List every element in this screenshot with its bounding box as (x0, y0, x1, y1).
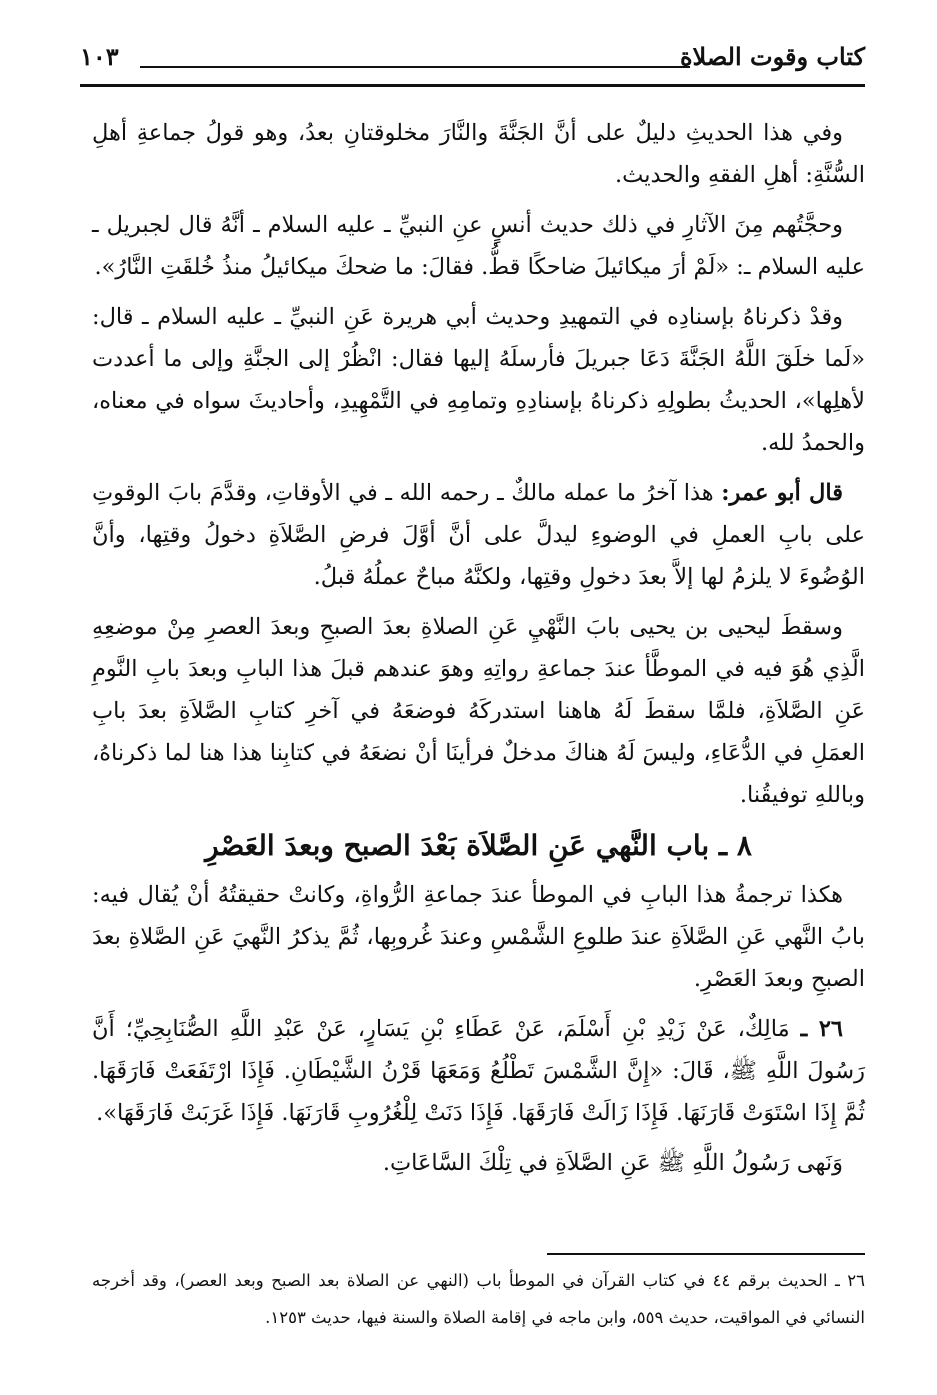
header-rule (80, 84, 865, 87)
paragraph: وحجَّتُهم مِنَ الآثارِ في ذلك حديث أنسٍ عنِ النبيِّ ـ عليه السلام ـ أنَّهُ قال لجبريل ـ عليه السلام ـ: «لَمْ أرَ ميكائيلَ ضاحكًا قطُّ. فقالَ: ما ضحكَ ميكائيلُ منذُ خُلقَتِ النَّارُ». (92, 212, 865, 280)
main-text (92, 112, 865, 1192)
hadith-paragraph (92, 1008, 865, 1134)
paragraph-text: هذا آخرُ ما عمله مالكٌ ـ رحمه الله ـ في الأوقاتِ، وقدَّمَ بابَ الوقوتِ على بابِ العملِ في الوضوءِ ليدلَّ على أنَّ أوَّلَ فرضِ الصَّلاَةِ دخولُ وقتِها، وأنَّ الوُضُوءَ لا يلزمُ لها إلاَّ بعدَ دخولِ وقتِها، ولكنَّهُ مباحٌ عملُهُ قبلُ. (92, 480, 865, 590)
running-head (80, 40, 865, 80)
hadith-closing: وَنَهى رَسُولُ اللَّهِ ﷺ عَنِ الصَّلاَةِ في تِلْكَ السَّاعَاتِ. (382, 1150, 843, 1176)
paragraph: وسقطَ ليحيى بن يحيى بابَ النَّهْيِ عَنِ الصلاةِ بعدَ الصبحِ وبعدَ العصرِ مِنْ موضعِهِ الَّذِي هُوَ فيه في الموطَّأ عندَ جماعةِ رواتِهِ وهوَ عندهم قبلَ هذا البابِ وبعدَ بابِ النَّومِ عَنِ الصَّلاَةِ، فلمَّا سقطَ لَهُ هاهنا استدركَهُ فوضعَهُ في آخرِ كتابِ الصَّلاَةِ بعدَ بابِ العمَلِ في الدُّعَاءِ، وليسَ لَهُ هناكَ مدخلٌ فرأينَا أنْ نضعَهُ في كتابِنا هذا هنا لما ذكرناهُ، وباللهِ توفيقُنا. (92, 614, 865, 808)
paragraph: وفي هذا الحديثِ دليلٌ على أنَّ الجَنَّةَ والنَّارَ مخلوقتانِ بعدُ، وهو قولُ جماعةِ أهلِ السُّنَّةِ: أهلِ الفقهِ والحديث. (92, 120, 865, 188)
hadith-text: مَالِكٌ، عَنْ زَيْدِ بْنِ أَسْلَمَ، عَنْ عَطَاءِ بْنِ يَسَارٍ، عَنْ عَبْدِ اللَّهِ الصُّنَابِحِيِّ؛ أَنَّ رَسُولَ اللَّهِ ﷺ، قَالَ: «إِنَّ الشَّمْسَ تَطْلُعُ وَمَعَهَا قَرْنُ الشَّيْطَانِ. فَإِذَا ارْتَفَعَتْ فَارَقَهَا. ثُمَّ إِذَا اسْتَوَتْ قَارَنَهَا. فَإِذَا زَالَتْ فَارَقَهَا. فَإِذَا دَنَتْ لِلْغُرُوبِ قَارَنَهَا. فَإِذَا غَرَبَتْ فَارَقَهَا». (92, 1016, 865, 1126)
page-number: ١٠٣ (80, 42, 119, 71)
header-dash (140, 66, 690, 68)
section-heading: ٨ ـ باب النَّهي عَنِ الصَّلاَة بَعْدَ الصبح وبعدَ العَصْرِ (205, 829, 752, 862)
paragraph: وقدْ ذكرناهُ بإسنادِه في التمهيدِ وحديث أبي هريرة عَنِ النبيِّ ـ عليه السلام ـ قال: «لَما خلَقَ اللَّهُ الجَنَّةَ دَعَا جبريلَ فأرسلَهُ إليها فقال: انْظُرْ إلى الجنَّةِ وإلى ما أعددت لأهلِها»، الحديثُ بطولِهِ ذكرناهُ بإسنادِهِ وتمامِهِ في التَّمْهِيدِ، وأحاديثَ سواه في معناه، والحمدُ لله. (92, 304, 865, 456)
speaker-label: قال أبو عمر: (721, 480, 843, 506)
hadith-number: ٢٦ ـ (800, 1016, 843, 1042)
chapter-title: كتاب وقوت الصلاة (679, 42, 865, 71)
footnote-rule (547, 1253, 865, 1255)
section-intro: هكذا ترجمةُ هذا البابِ في الموطأ عندَ جماعةِ الرُّواةِ، وكانتْ حقيقتُهُ أنْ يُقال فيه: بابُ النَّهي عَنِ الصَّلاَةِ عندَ طلوعِ الشَّمْسِ وعندَ غُروبِها، ثُمَّ يذكرُ النَّهيَ عَنِ الصَّلاةِ بعدَ الصبحِ وبعدَ العَصْرِ. (92, 882, 865, 992)
footnote: ٢٦ ـ الحديث برقم ٤٤ في كتاب القرآن في الموطأ باب (النهي عن الصلاة بعد الصبح وبعد العصر)، وقد أخرجه النسائي في المواقيت، حديث ٥٥٩، وابن ماجه في إقامة الصلاة والسنة فيها، حديث ١٢٥٣. (92, 1271, 865, 1327)
abu-umar-paragraph (92, 472, 865, 598)
